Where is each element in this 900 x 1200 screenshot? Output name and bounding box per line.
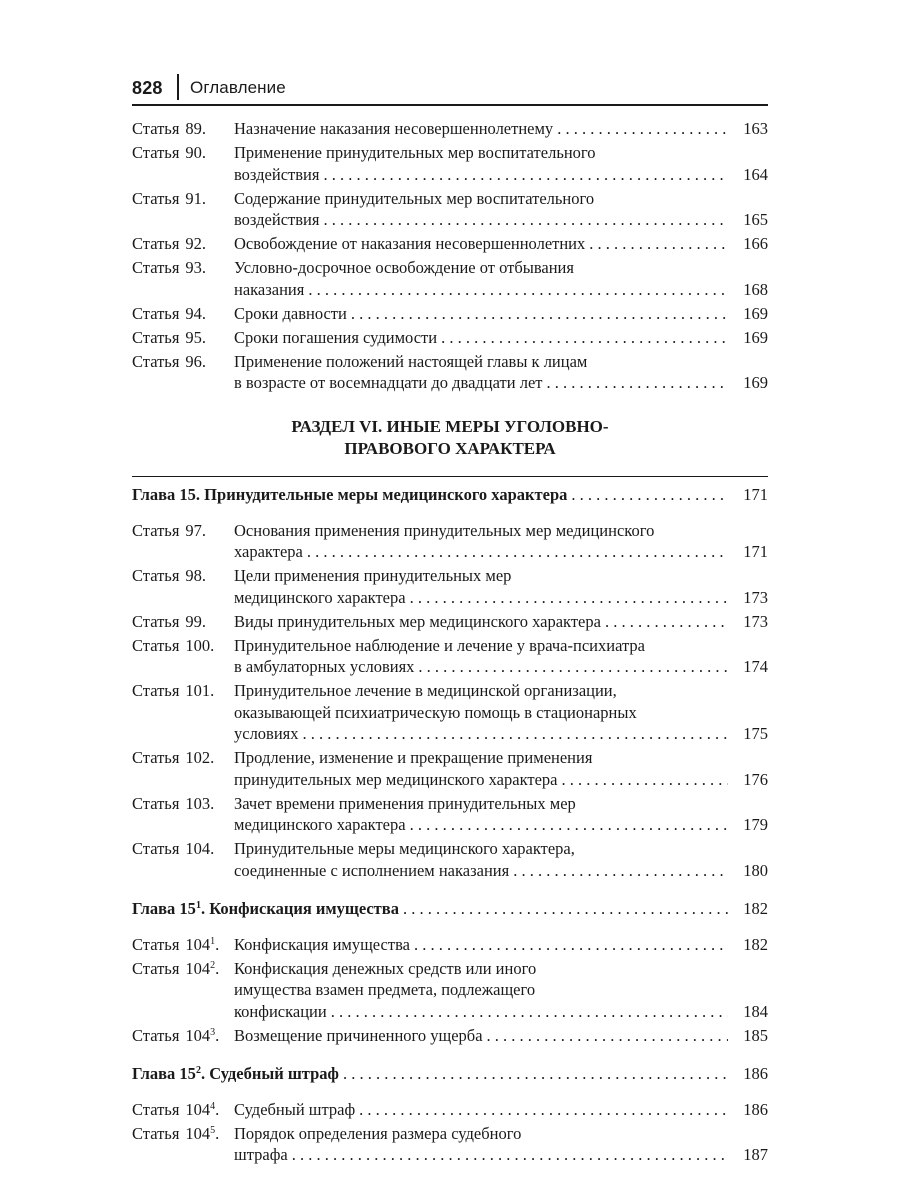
section-heading [132,416,768,460]
article-title-line: Основания применения принудительных мер медицинского [234,520,655,540]
article-number [185,680,214,702]
toc-article-entry[interactable] [132,838,768,881]
article-title-last-line [234,209,768,231]
article-title [234,188,768,231]
article-number [185,611,206,633]
article-title-last-line [234,164,768,186]
article-number-value: 104 [185,1025,211,1045]
page-ref: 173 [743,587,768,607]
article-title [234,793,768,836]
article-title-last-line [234,656,768,678]
article-title-last-line [234,814,768,836]
article-number [185,327,206,349]
toc-article-entry[interactable] [132,934,768,956]
article-number-superscript: 5 [210,1124,216,1136]
article-title-text: Судебный штраф [234,1099,356,1119]
article-label [132,142,206,164]
article-label [132,188,206,210]
article-title [234,747,768,790]
article-number [185,257,206,279]
article-word: Статья [132,1123,180,1143]
article-number-dot: . [215,958,220,978]
article-title-line: Цели применения принудительных мер [234,566,512,585]
chapter-title: Глава 15. Принудительные меры медицинского характера [132,484,568,504]
toc-article-entry[interactable] [132,188,768,231]
dot-leader [441,327,728,349]
toc-article-entry[interactable] [132,520,768,563]
article-number-dot: . [215,1123,220,1143]
article-label [132,565,206,587]
article-word: Статья [132,143,180,162]
article-number-value: 103. [185,793,215,813]
article-title-text: Конфискация имущества [234,934,410,954]
toc-chapter-15-2[interactable] [132,1063,768,1085]
article-word: Статья [132,303,180,323]
article-title-text: воздействия [234,164,320,184]
dot-leader [571,484,728,506]
article-label [132,680,214,702]
article-title-text: наказания [234,279,305,299]
article-label [132,327,206,349]
article-label [132,838,214,860]
article-number-value: 98. [185,566,207,585]
article-number-value: 104 [185,1099,211,1119]
article-title-text: условиях [234,724,299,743]
running-title: Оглавление [190,78,286,97]
article-title-text: Освобождение от наказания несовершеннолетних [234,234,586,253]
article-number-value: 91. [185,188,207,208]
toc-article-entry[interactable] [132,565,768,608]
toc-article-entry[interactable] [132,958,768,1023]
article-title [234,303,768,325]
toc-article-entry[interactable] [132,118,768,140]
article-number-dot: . [215,934,220,954]
article-title-line: Порядок определения размера судебного [234,1123,522,1143]
article-number-value: 90. [185,143,207,162]
dot-leader [513,860,728,882]
article-title-text: характера [234,542,303,561]
article-label [132,233,206,255]
article-title-text: Виды принудительных мер медицинского характера [234,611,601,631]
article-number-value: 99. [185,611,207,631]
article-title-text: Назначение наказания несовершеннолетнему [234,119,554,138]
toc-article-entry[interactable] [132,142,768,185]
article-label [132,934,219,956]
dot-leader [561,769,728,791]
table-of-contents [132,118,768,1168]
article-word: Статья [132,327,180,347]
article-number-dot: . [215,1099,220,1119]
article-title-last-line [234,1144,768,1166]
article-number-value: 92. [185,234,207,253]
dot-leader [307,541,728,563]
article-title [234,1123,768,1166]
article-number-value: 104 [185,1123,211,1143]
toc-article-entry[interactable] [132,327,768,349]
toc-article-entry[interactable] [132,351,768,394]
article-title-line: оказывающей психиатрическую помощь в стационарных [234,702,637,722]
article-number-value: 100. [185,635,215,655]
article-number [185,793,214,815]
article-title-text: штрафа [234,1145,288,1164]
article-word: Статья [132,611,180,631]
article-number-value: 96. [185,351,207,371]
article-title-line: Конфискация денежных средств или иного [234,958,537,978]
article-number [185,1099,219,1121]
article-title-last-line [234,860,768,882]
page-ref: 182 [743,934,768,954]
article-number [185,520,206,542]
article-title [234,327,768,349]
article-title-text: медицинского характера [234,815,406,834]
article-title [234,142,768,185]
page-ref: 175 [743,724,768,743]
dot-leader [303,723,728,745]
page-ref: 166 [743,234,768,253]
page-ref: 171 [743,542,768,561]
article-title-line: Применение положений настоящей главы к лицам [234,351,588,371]
article-title-line: Содержание принудительных мер воспитательного [234,188,595,208]
article-title-line: Принудительное лечение в медицинской организации, [234,681,617,700]
article-word: Статья [132,748,180,767]
toc-article-entry[interactable] [132,1123,768,1166]
dot-leader [557,118,728,140]
article-title-text: воздействия [234,210,320,229]
dot-leader [487,1025,728,1047]
article-word: Статья [132,234,180,253]
article-label [132,747,214,769]
article-title-last-line [234,723,768,745]
article-title [234,565,768,608]
article-title [234,635,768,678]
article-group [132,520,768,882]
article-word: Статья [132,566,180,585]
toc-article-entry[interactable] [132,257,768,300]
article-number-value: 94. [185,303,207,323]
article-group [132,934,768,1047]
article-group [132,1099,768,1166]
dot-leader [410,814,728,836]
article-number [185,1025,219,1047]
article-number-dot: . [215,1025,220,1045]
toc-article-entry[interactable] [132,635,768,678]
page-ref: 169 [743,373,768,392]
article-number-value: 102. [185,748,215,767]
article-number-superscript: 4 [210,1100,216,1112]
article-number [185,958,219,980]
article-title-last-line [234,303,768,325]
article-word: Статья [132,1099,180,1119]
toc-article-entry[interactable] [132,1025,768,1047]
page-ref: 165 [743,210,768,229]
page-ref: 179 [743,815,768,834]
article-number [185,1123,219,1145]
article-number-superscript: 1 [210,935,216,947]
article-title-last-line [234,1025,768,1047]
page-ref: 180 [743,860,768,880]
article-title [234,1099,768,1121]
dot-leader [403,898,728,920]
toc-article-entry[interactable] [132,793,768,836]
dot-leader [589,233,728,255]
dot-leader [323,209,728,231]
article-title-last-line [234,1001,768,1023]
page-ref: 176 [743,769,768,789]
article-word: Статья [132,1025,180,1045]
page-ref: 186 [743,1099,768,1119]
article-number [185,747,214,769]
article-title-last-line [234,934,768,956]
article-title-line: Принудительное наблюдение и лечение у врача-психиатра [234,635,645,655]
article-number-superscript: 3 [210,1026,216,1038]
article-title [234,351,768,394]
page-ref: 185 [743,1025,768,1045]
article-title-text: Возмещение причиненного ущерба [234,1025,483,1045]
article-word: Статья [132,520,180,540]
article-title-text: в возрасте от восемнадцати до двадцати лет [234,373,543,392]
article-label [132,1099,219,1121]
article-title-last-line [234,611,768,633]
article-number [185,838,214,860]
dot-leader [308,279,728,301]
chapter-title: Глава $15^2$. Судебный штраф [132,1063,339,1083]
article-title-last-line [234,372,768,394]
article-label [132,1123,219,1145]
article-title-line: Принудительные меры медицинского характера, [234,839,575,858]
article-title [234,680,768,745]
article-title-text: конфискации [234,1001,327,1021]
toc-article-entry[interactable] [132,1099,768,1121]
article-label [132,611,206,633]
toc-article-entry[interactable] [132,747,768,790]
article-label [132,958,219,980]
article-number-value: 89. [185,119,207,138]
page-ref: 169 [743,303,768,323]
article-title-last-line [234,279,768,301]
article-title-last-line [234,118,768,140]
section-heading-line: ПРАВОВОГО ХАРАКТЕРА [344,438,556,458]
article-group [132,118,768,394]
article-number-value: 95. [185,327,207,347]
article-title [234,934,768,956]
article-number [185,118,206,140]
toc-article-entry[interactable] [132,233,768,255]
article-number [185,565,206,587]
article-title-text: принудительных мер медицинского характера [234,769,558,789]
article-number-value: 104 [185,958,211,978]
section-heading-line: РАЗДЕЛ VI. ИНЫЕ МЕРЫ УГОЛОВНО- [291,416,609,436]
dot-leader [331,1001,728,1023]
article-word: Статья [132,119,180,138]
header-divider [177,74,179,100]
article-title [234,838,768,881]
article-title-last-line [234,587,768,609]
dot-leader [323,164,728,186]
toc-chapter-15[interactable] [132,484,768,506]
dot-leader [546,372,728,394]
article-word: Статья [132,839,180,858]
article-label [132,520,206,542]
article-title [234,257,768,300]
article-number [185,142,206,164]
article-label [132,793,214,815]
toc-article-entry[interactable] [132,303,768,325]
article-title-line: имущества взамен предмета, подлежащего [234,980,536,999]
article-number [185,635,214,657]
article-word: Статья [132,635,180,655]
article-label [132,303,206,325]
toc-article-entry[interactable] [132,680,768,745]
page-ref: 171 [743,484,768,504]
article-number [185,934,219,956]
article-title-text: Сроки погашения судимости [234,327,438,347]
dot-leader [418,656,728,678]
article-number-value: 93. [185,258,207,277]
dot-leader [414,934,728,956]
article-title-last-line [234,327,768,349]
article-number-value: 104 [185,934,211,954]
article-title-text: в амбулаторных условиях [234,657,415,676]
dot-leader [351,303,728,325]
page-ref: 163 [743,119,768,138]
article-number-superscript: 2 [210,959,216,971]
article-label [132,635,214,657]
article-title-line: Зачет времени применения принудительных мер [234,793,576,813]
article-title-last-line [234,1099,768,1121]
page-ref: 182 [743,898,768,918]
article-word: Статья [132,351,180,371]
article-word: Статья [132,934,180,954]
article-title-text: медицинского характера [234,587,406,607]
article-title [234,233,768,255]
page-number: 828 [132,78,163,98]
article-number [185,303,206,325]
article-title [234,520,768,563]
article-title-line: Применение принудительных мер воспитательного [234,143,596,162]
article-title [234,611,768,633]
article-label [132,351,206,373]
page-ref: 174 [743,657,768,676]
article-label [132,1025,219,1047]
article-label [132,257,206,279]
article-word: Статья [132,258,180,277]
page-ref: 187 [743,1145,768,1164]
article-label [132,118,206,140]
page-ref: 186 [743,1063,768,1083]
toc-article-entry[interactable] [132,611,768,633]
page-ref: 173 [743,611,768,631]
article-number [185,233,206,255]
article-title-line: Условно-досрочное освобождение от отбывания [234,258,574,277]
dot-leader [410,587,728,609]
article-number [185,188,206,210]
article-title-last-line [234,541,768,563]
article-word: Статья [132,681,180,700]
article-number-value: 101. [185,681,215,700]
article-word: Статья [132,958,180,978]
page-header [132,72,768,106]
chapter-title: Глава $15^1$. Конфискация имущества [132,898,399,918]
article-title [234,958,768,1023]
page-ref: 184 [743,1001,768,1021]
article-word: Статья [132,793,180,813]
article-word: Статья [132,188,180,208]
dot-leader [605,611,728,633]
article-number-value: 104. [185,839,215,858]
dot-leader [359,1099,728,1121]
article-number-value: 97. [185,520,207,540]
article-title-line: Продление, изменение и прекращение применения [234,748,593,767]
toc-chapter-15-1[interactable] [132,898,768,920]
article-number [185,351,206,373]
page-ref: 169 [743,327,768,347]
article-title-last-line [234,233,768,255]
article-title-text: Сроки давности [234,303,347,323]
section-rule [132,476,768,477]
article-title-text: соединенные с исполнением наказания [234,860,510,880]
dot-leader [343,1063,728,1085]
page-ref: 168 [743,279,768,299]
article-title [234,1025,768,1047]
page-ref: 164 [743,164,768,184]
dot-leader [292,1144,728,1166]
article-title-last-line [234,769,768,791]
article-title [234,118,768,140]
